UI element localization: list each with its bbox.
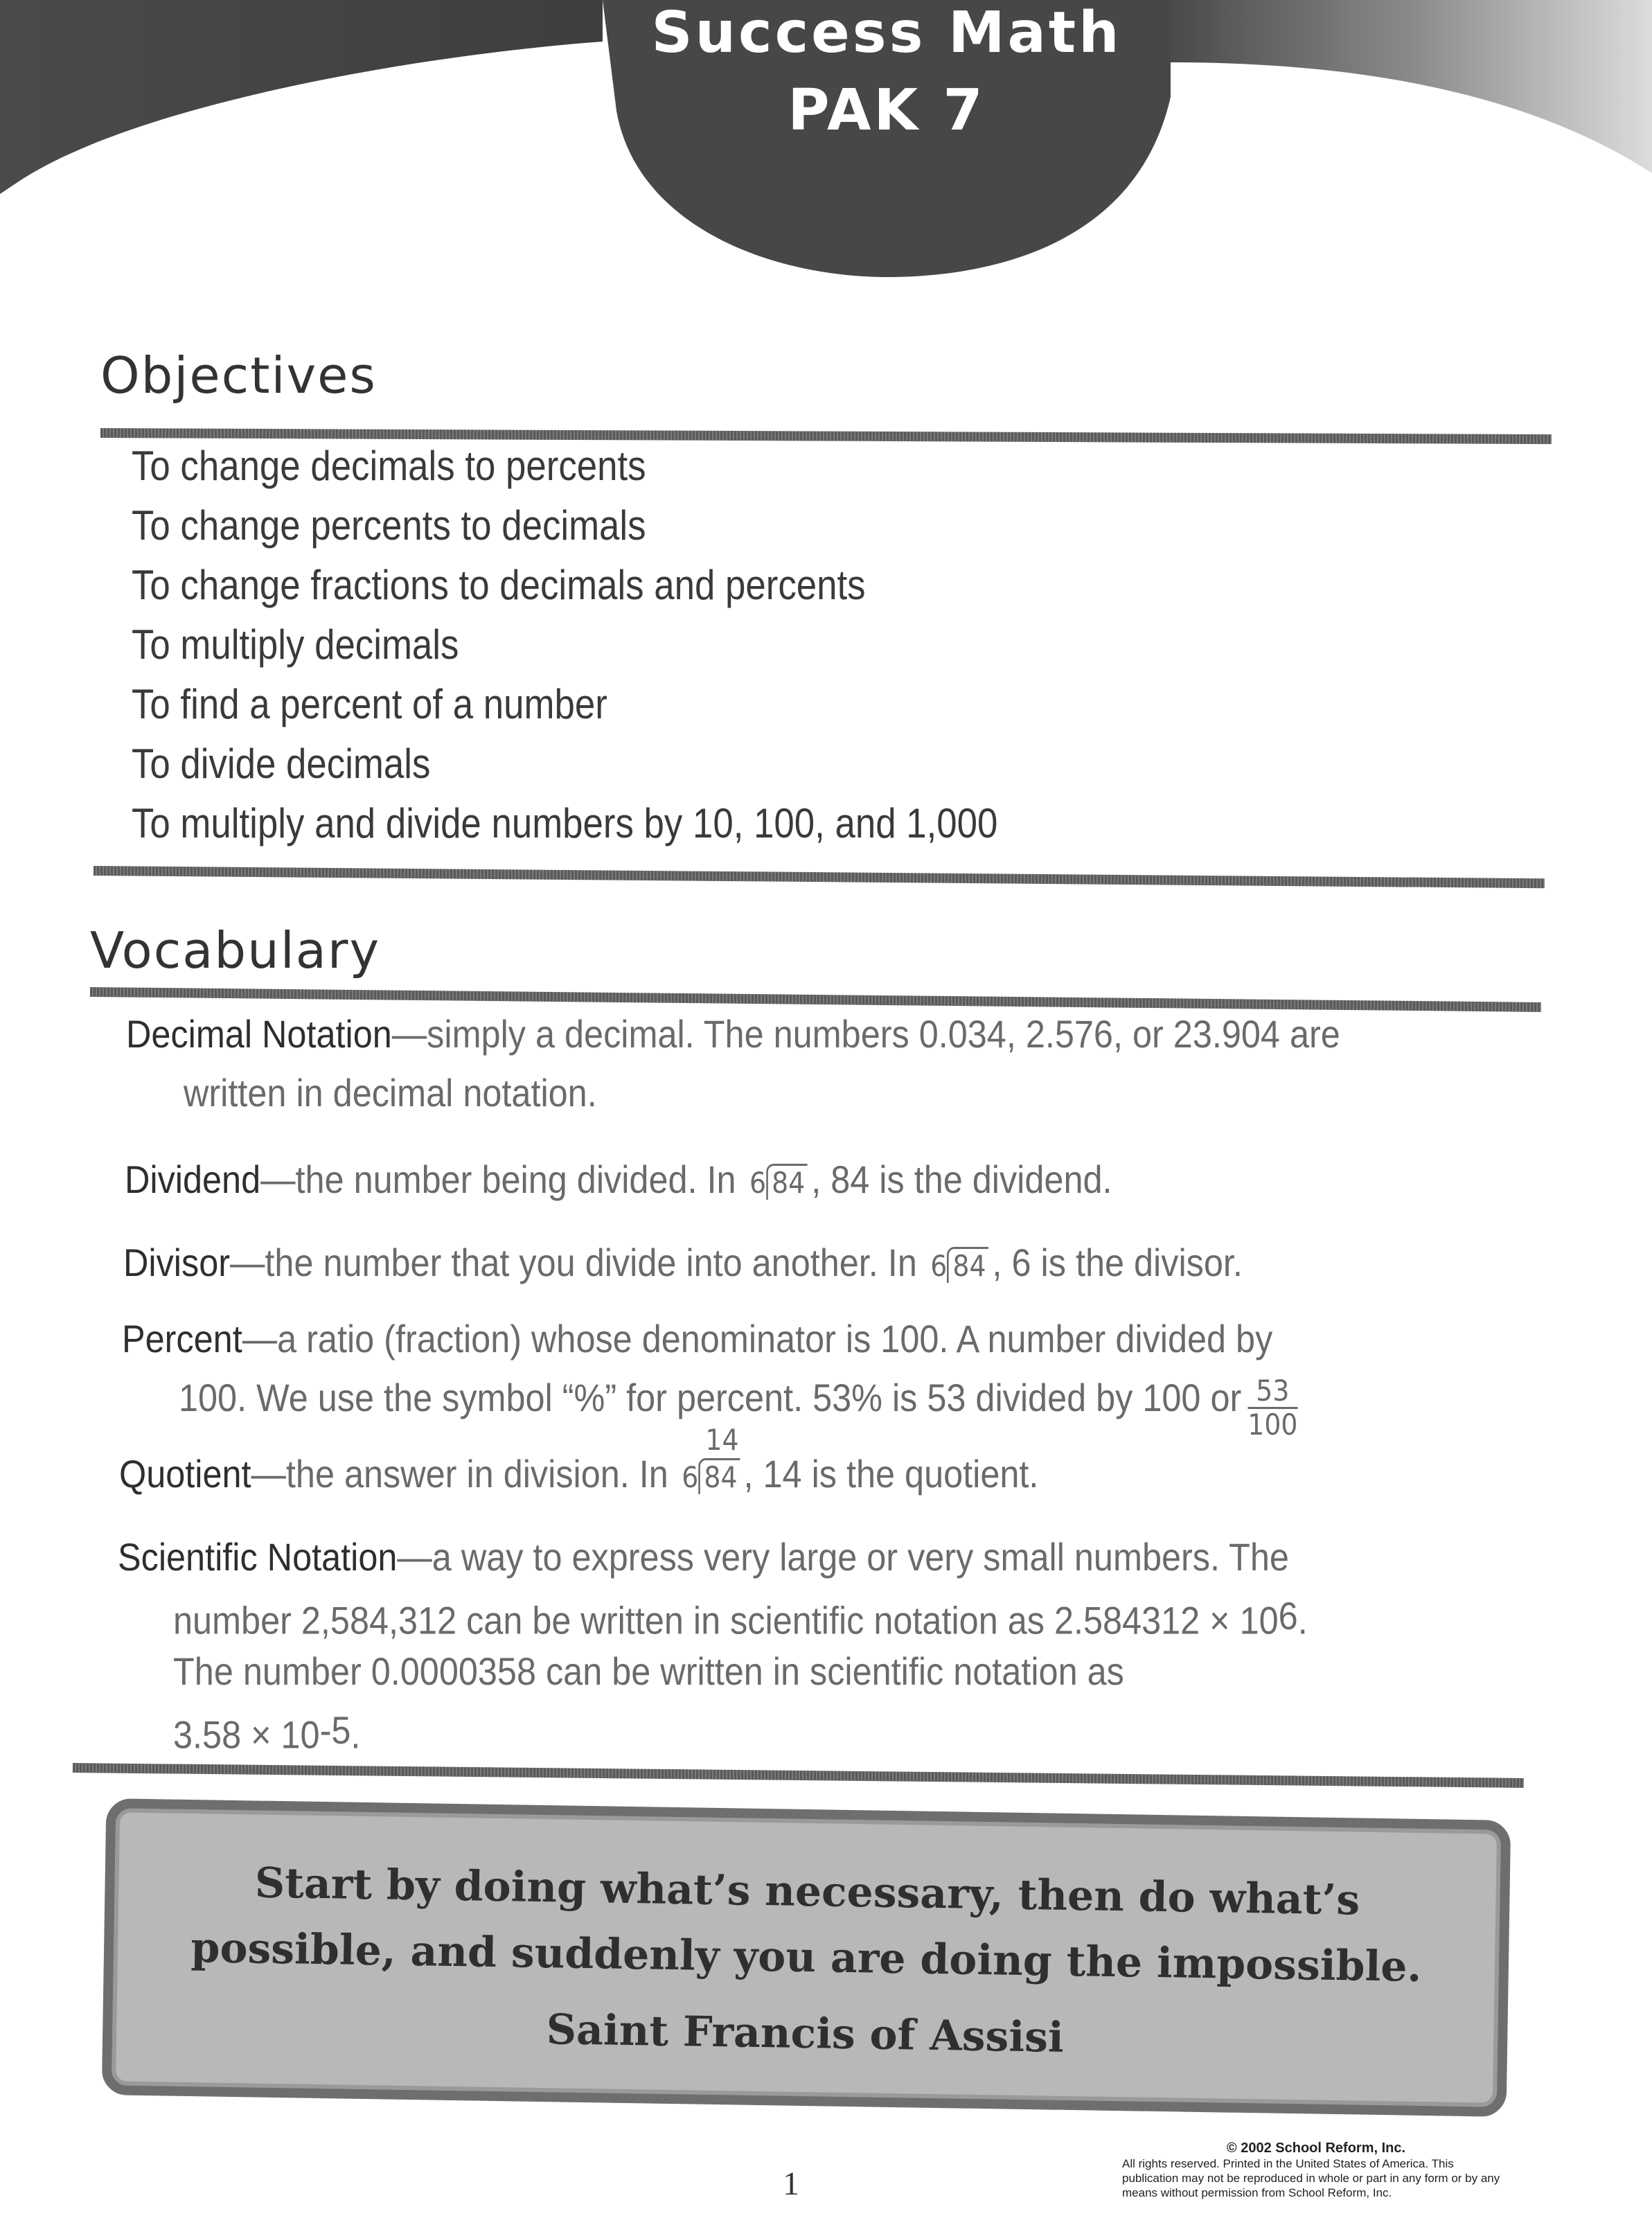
- divisor-value: 6: [682, 1460, 699, 1494]
- divisor-value: 6: [930, 1249, 948, 1283]
- objective-item: To change fractions to decimals and percents: [132, 562, 866, 608]
- vocab-term: Dividend: [125, 1158, 261, 1201]
- right-arc-band: [1171, 0, 1652, 173]
- vocab-definition: —a ratio (fraction) whose denominator is 100. A number divided by: [242, 1317, 1273, 1360]
- quote-author: Saint Francis of Assisi: [546, 2005, 1065, 2062]
- objective-item: To change percents to decimals: [132, 502, 646, 549]
- copyright-notice: [1122, 2140, 1510, 2200]
- quotient-value: 14: [705, 1423, 739, 1457]
- vocab-definition: , 84 is the dividend.: [811, 1158, 1112, 1201]
- punctuation: .: [350, 1712, 361, 1757]
- page-number: 1: [783, 2165, 799, 2202]
- vocab-entry-decimal-notation: [126, 1011, 1340, 1056]
- vocab-definition: , 6 is the divisor.: [992, 1241, 1243, 1284]
- vocab-entry-scientific-notation: [118, 1534, 1289, 1579]
- exponent: -5: [319, 1708, 351, 1752]
- vocab-definition: —the number that you divide into another. In: [230, 1241, 927, 1284]
- vocab-definition: The number 0.0000358 can be written in scientific notation as: [173, 1649, 1124, 1693]
- header-banner: [0, 0, 1652, 298]
- objective-item: To multiply and divide numbers by 10, 100, and 1,000: [132, 800, 998, 846]
- vocab-entry-dividend: [125, 1157, 1112, 1202]
- vocab-definition-continued: [173, 1593, 1308, 1642]
- divisor-value: 6: [749, 1166, 767, 1200]
- objective-item: To change decimals to percents: [132, 443, 646, 489]
- vocab-entry-divisor: [123, 1240, 1243, 1285]
- dividend-value: 84: [947, 1247, 988, 1283]
- left-arc-band: [0, 0, 603, 194]
- vocab-definition-continued: [184, 1070, 597, 1115]
- vocab-definition-continued: [173, 1649, 1124, 1694]
- objective-item: To multiply decimals: [132, 621, 459, 668]
- vocab-definition: 100. We use the symbol “%” for percent. 53% is 53 divided by 100 or: [179, 1376, 1242, 1419]
- long-division-symbol: [682, 1423, 740, 1494]
- punctuation: .: [1297, 1598, 1308, 1642]
- vocab-definition: written in decimal notation.: [184, 1071, 597, 1115]
- objectives-list: [132, 436, 1116, 853]
- quote-line-1: Start by doing what’s necessary, then do what’s: [254, 1859, 1360, 1925]
- vocab-definition: number 2,584,312 can be written in scientific notation as 2.584312 × 10: [173, 1598, 1279, 1642]
- vocab-definition: —the number being divided. In: [260, 1158, 746, 1201]
- vocab-definition: —a way to express very large or very small numbers. The: [397, 1535, 1289, 1579]
- inspirational-quote-box: [102, 1798, 1511, 2117]
- exponent: 6: [1278, 1594, 1298, 1638]
- vocab-definition: —simply a decimal. The numbers 0.034, 2.576, or 23.904 are: [391, 1012, 1340, 1056]
- copyright-body: All rights reserved. Printed in the United States of America. This publication may not be reproduced in whole or part in any form or by any means without permission from School Reform, Inc.: [1122, 2157, 1500, 2199]
- vocabulary-heading: Vocabulary: [90, 921, 381, 979]
- vocab-definition: , 14 is the quotient.: [743, 1452, 1039, 1496]
- objective-item: To divide decimals: [132, 741, 431, 787]
- vocab-definition-continued: [173, 1708, 360, 1757]
- objective-item: To find a percent of a number: [132, 681, 607, 727]
- vocabulary-bottom-divider: [73, 1763, 1524, 1788]
- vocab-term: Quotient: [119, 1452, 251, 1496]
- quote-line-2: possible, and suddenly you are doing the impossible.: [190, 1924, 1422, 1992]
- vocab-entry-quotient: [119, 1423, 1039, 1496]
- copyright-title: © 2002 School Reform, Inc.: [1226, 2140, 1406, 2156]
- title-line-1: Success Math: [651, 0, 1122, 66]
- vocab-term: Divisor: [123, 1241, 231, 1284]
- vocab-term: Scientific Notation: [118, 1535, 398, 1579]
- objectives-heading: Objectives: [100, 346, 377, 405]
- vocab-definition: 3.58 × 10: [173, 1712, 320, 1757]
- long-division-symbol: [930, 1249, 988, 1283]
- fraction-denominator: 100: [1247, 1408, 1298, 1442]
- long-division-symbol: [749, 1166, 808, 1200]
- fraction-numerator: 53: [1247, 1375, 1297, 1409]
- dividend-value: 84: [698, 1458, 740, 1494]
- fraction-53-over-100: [1247, 1375, 1297, 1441]
- vocab-definition: —the answer in division. In: [251, 1452, 678, 1496]
- vocabulary-top-divider: [90, 987, 1541, 1012]
- dividend-value: 84: [766, 1164, 808, 1200]
- title-line-2: PAK 7: [788, 78, 986, 143]
- objectives-bottom-divider: [94, 866, 1545, 888]
- vocab-entry-percent: [122, 1316, 1272, 1361]
- vocab-term: Percent: [122, 1317, 242, 1360]
- vocab-term: Decimal Notation: [126, 1012, 392, 1056]
